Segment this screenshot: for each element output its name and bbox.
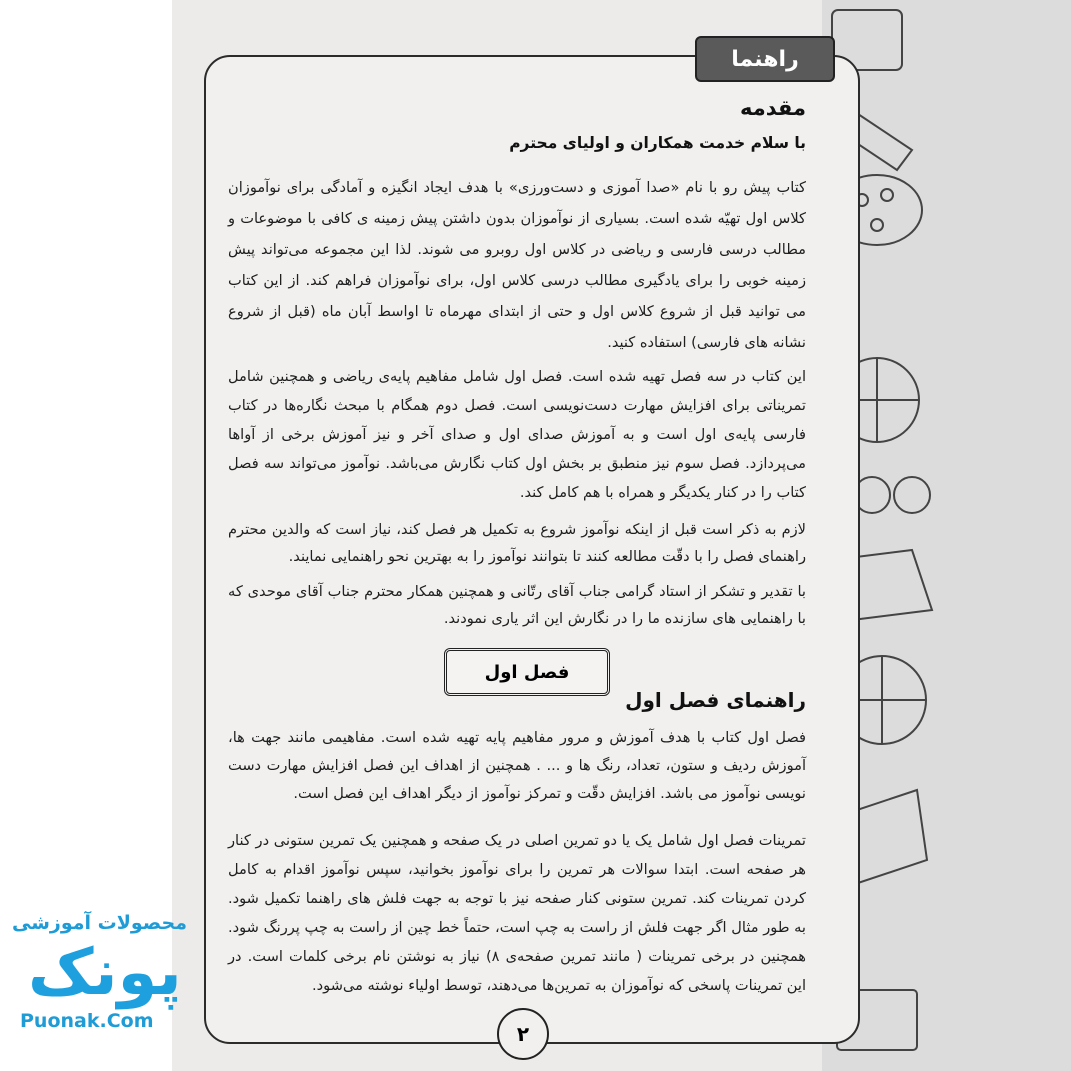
logo-tagline: محصولات آموزشی: [12, 912, 187, 934]
page-number: ۲: [497, 1008, 549, 1060]
greeting: با سلام خدمت همکاران و اولیای محترم: [509, 134, 806, 152]
intro-paragraph-1: کتاب پیش رو با نام «صدا آموزی و دست‌ورزی» با هدف ایجاد انگیزه و آمادگی برای نوآموزان کلاس اول تهیّه شده است. بسیاری از نوآموزان بدون داشتن پیش زمینه ی کافی با موضوعات و مطالب درسی فارسی و ریاضی در کلاس اول روبرو می شوند. لذا این مجموعه می‌تواند پیش زمینه خوبی را برای یادگیری مطالب درسی کلاس اول، برای نوآموزان فراهم کند. از این کتاب می توانید قبل از شروع کلاس اول و حتی از ابتدای مهرماه تا اواسط آبان ماه (قبل از شروع نشانه های فارسی) استفاده کنید.: [228, 179, 806, 351]
logo-url[interactable]: Puonak.Com: [20, 1010, 154, 1032]
intro-paragraph-3: لازم به ذکر است قبل از اینکه نوآموز شروع به تکمیل هر فصل کند، نیاز است که والدین محترم راهنمای فصل را با دقّت مطالعه کنند تا بتوانند نوآموز را به بهترین نحو راهنمایی نمایند.: [228, 521, 806, 565]
intro-paragraph-4: با تقدیر و تشکر از استاد گرامی جناب آقای رتّانی و همچنین همکار محترم جناب آقای موحدی که با راهنمایی های سازنده ما را در نگارش این اثر یاری نمودند.: [228, 583, 806, 627]
puonak-logo[interactable]: پونک: [28, 936, 182, 1010]
chapter-box: فصل اول: [444, 648, 610, 696]
chapter-title: راهنمای فصل اول: [625, 688, 806, 712]
intro-paragraph-2: این کتاب در سه فصل تهیه شده است. فصل اول شامل مفاهیم پایه‌ی ریاضی و همچنین شامل تمریناتی برای افزایش مهارت دست‌نویسی است. فصل دوم همگام با مبحث نگاره‌ها در کتاب فارسی پایه‌ی اول است و به آموزش صدای اول و صدای آخر و نیز آموزش برخی از آواها می‌پردازد. فصل سوم نیز منطبق بر بخش اول کتاب نگارش می‌باشد. نوآموز می‌تواند سه فصل کتاب را در کنار یکدیگر و همراه با هم کامل کند.: [228, 368, 806, 501]
chapter-paragraph-1: فصل اول کتاب با هدف آموزش و مرور مفاهیم پایه تهیه شده است. مفاهیمی مانند جهت ها، آموزش ردیف و ستون، تعداد، رنگ ها و ... . همچنین از اهداف این فصل افزایش مهارت دست نویسی نوآموز می باشد. افزایش دقّت و تمرکز نوآموز از دیگر اهداف این فصل است.: [228, 729, 806, 802]
guide-tab: راهنما: [695, 36, 835, 82]
intro-title: مقدمه: [740, 96, 806, 120]
chapter-paragraph-2: تمرینات فصل اول شامل یک یا دو تمرین اصلی در یک صفحه و همچنین یک تمرین ستونی در کنار هر صفحه است. ابتدا سوالات هر تمرین را برای نوآموز بخوانید، سپس نوآموز اقدام به کامل کردن تمرینات کند. تمرین ستونی کنار صفحه نیز با توجه به جهت فلش های راهنما تکمیل شود. به طور مثال اگر جهت فلش از راست به چپ است، حتماً خط چین از راست به چپ پررنگ شود. همچنین در برخی تمرینات ( مانند تمرین صفحه‌ی ۸) نیاز به نوشتن نام برخی کلمات است. در این تمرینات پاسخی که نوآموزان به تمرین‌ها می‌دهند، توسط اولیاء نوشته می‌شود.: [228, 832, 806, 994]
